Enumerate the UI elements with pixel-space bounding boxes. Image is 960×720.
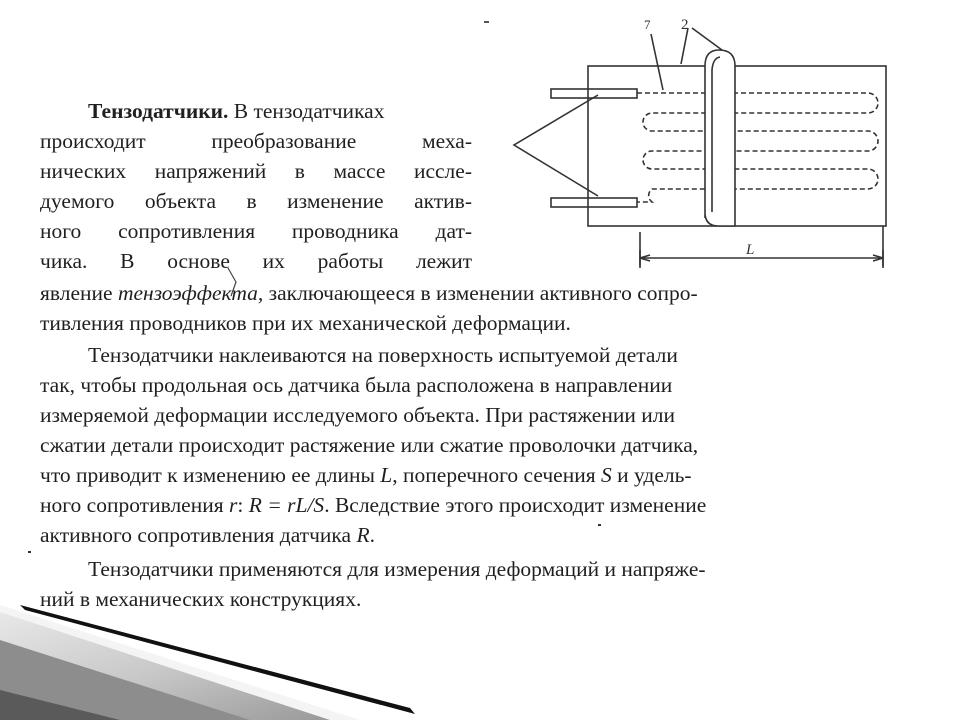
text-line: происходит преобразование меха- [40,129,472,153]
text-line: ного сопротивления проводника дат- [40,219,472,243]
formula: R = rL/S [248,493,325,517]
leader-lines [514,95,598,196]
lead-wire-bottom [551,198,637,207]
scan-speck [598,524,601,526]
grid-wire [637,93,878,202]
text-line: ного сопротивления r: R = rL/S. Вследствие этого происходит изменение [40,493,707,517]
text-line: дуемого объекта в изменение актив- [40,189,472,213]
scan-speck [28,551,31,553]
cover-film-fold [705,50,735,226]
text-line: активного сопротивления датчика R. [40,523,375,547]
text-line: Тензодатчики наклеиваются на поверхность испытуемой детали [88,343,678,367]
text-line: ний в механических конструкциях. [40,587,362,611]
text-line: измеряемой деформации исследуемого объекта. При растяжении или [40,403,675,427]
term-heading: Тензодатчики. [88,99,229,123]
text-line: тивления проводников при их механической деформации. [40,311,571,335]
text-line: Тензодатчики применяются для измерения деформаций и напряже- [88,557,706,581]
text-line: Тензодатчики. В тензодатчиках [88,99,385,123]
text-line: чика. В основе их работы лежит [40,249,472,273]
text-line: что приводит к изменению ее длины L, поперечного сечения S и удель- [40,463,692,487]
gauge-substrate [588,66,886,226]
dimension-line [640,250,883,266]
label-L: L [746,242,755,258]
term-tensoeffect: тензоэффекта, [117,281,264,305]
text-line: сжатии детали происходит растяжение или сжатие проволочки датчика, [40,433,699,457]
page-corner-shadow [0,580,420,720]
label-2: 2 [681,17,689,33]
text-line: явление тензоэффекта, заключающееся в изменении активного сопро- [40,281,698,305]
text-line: нических напряжений в массе иссле- [40,159,472,183]
label-7: 7 [644,17,651,32]
text-line: так, чтобы продольная ось датчика была расположена в направлении [40,373,673,397]
